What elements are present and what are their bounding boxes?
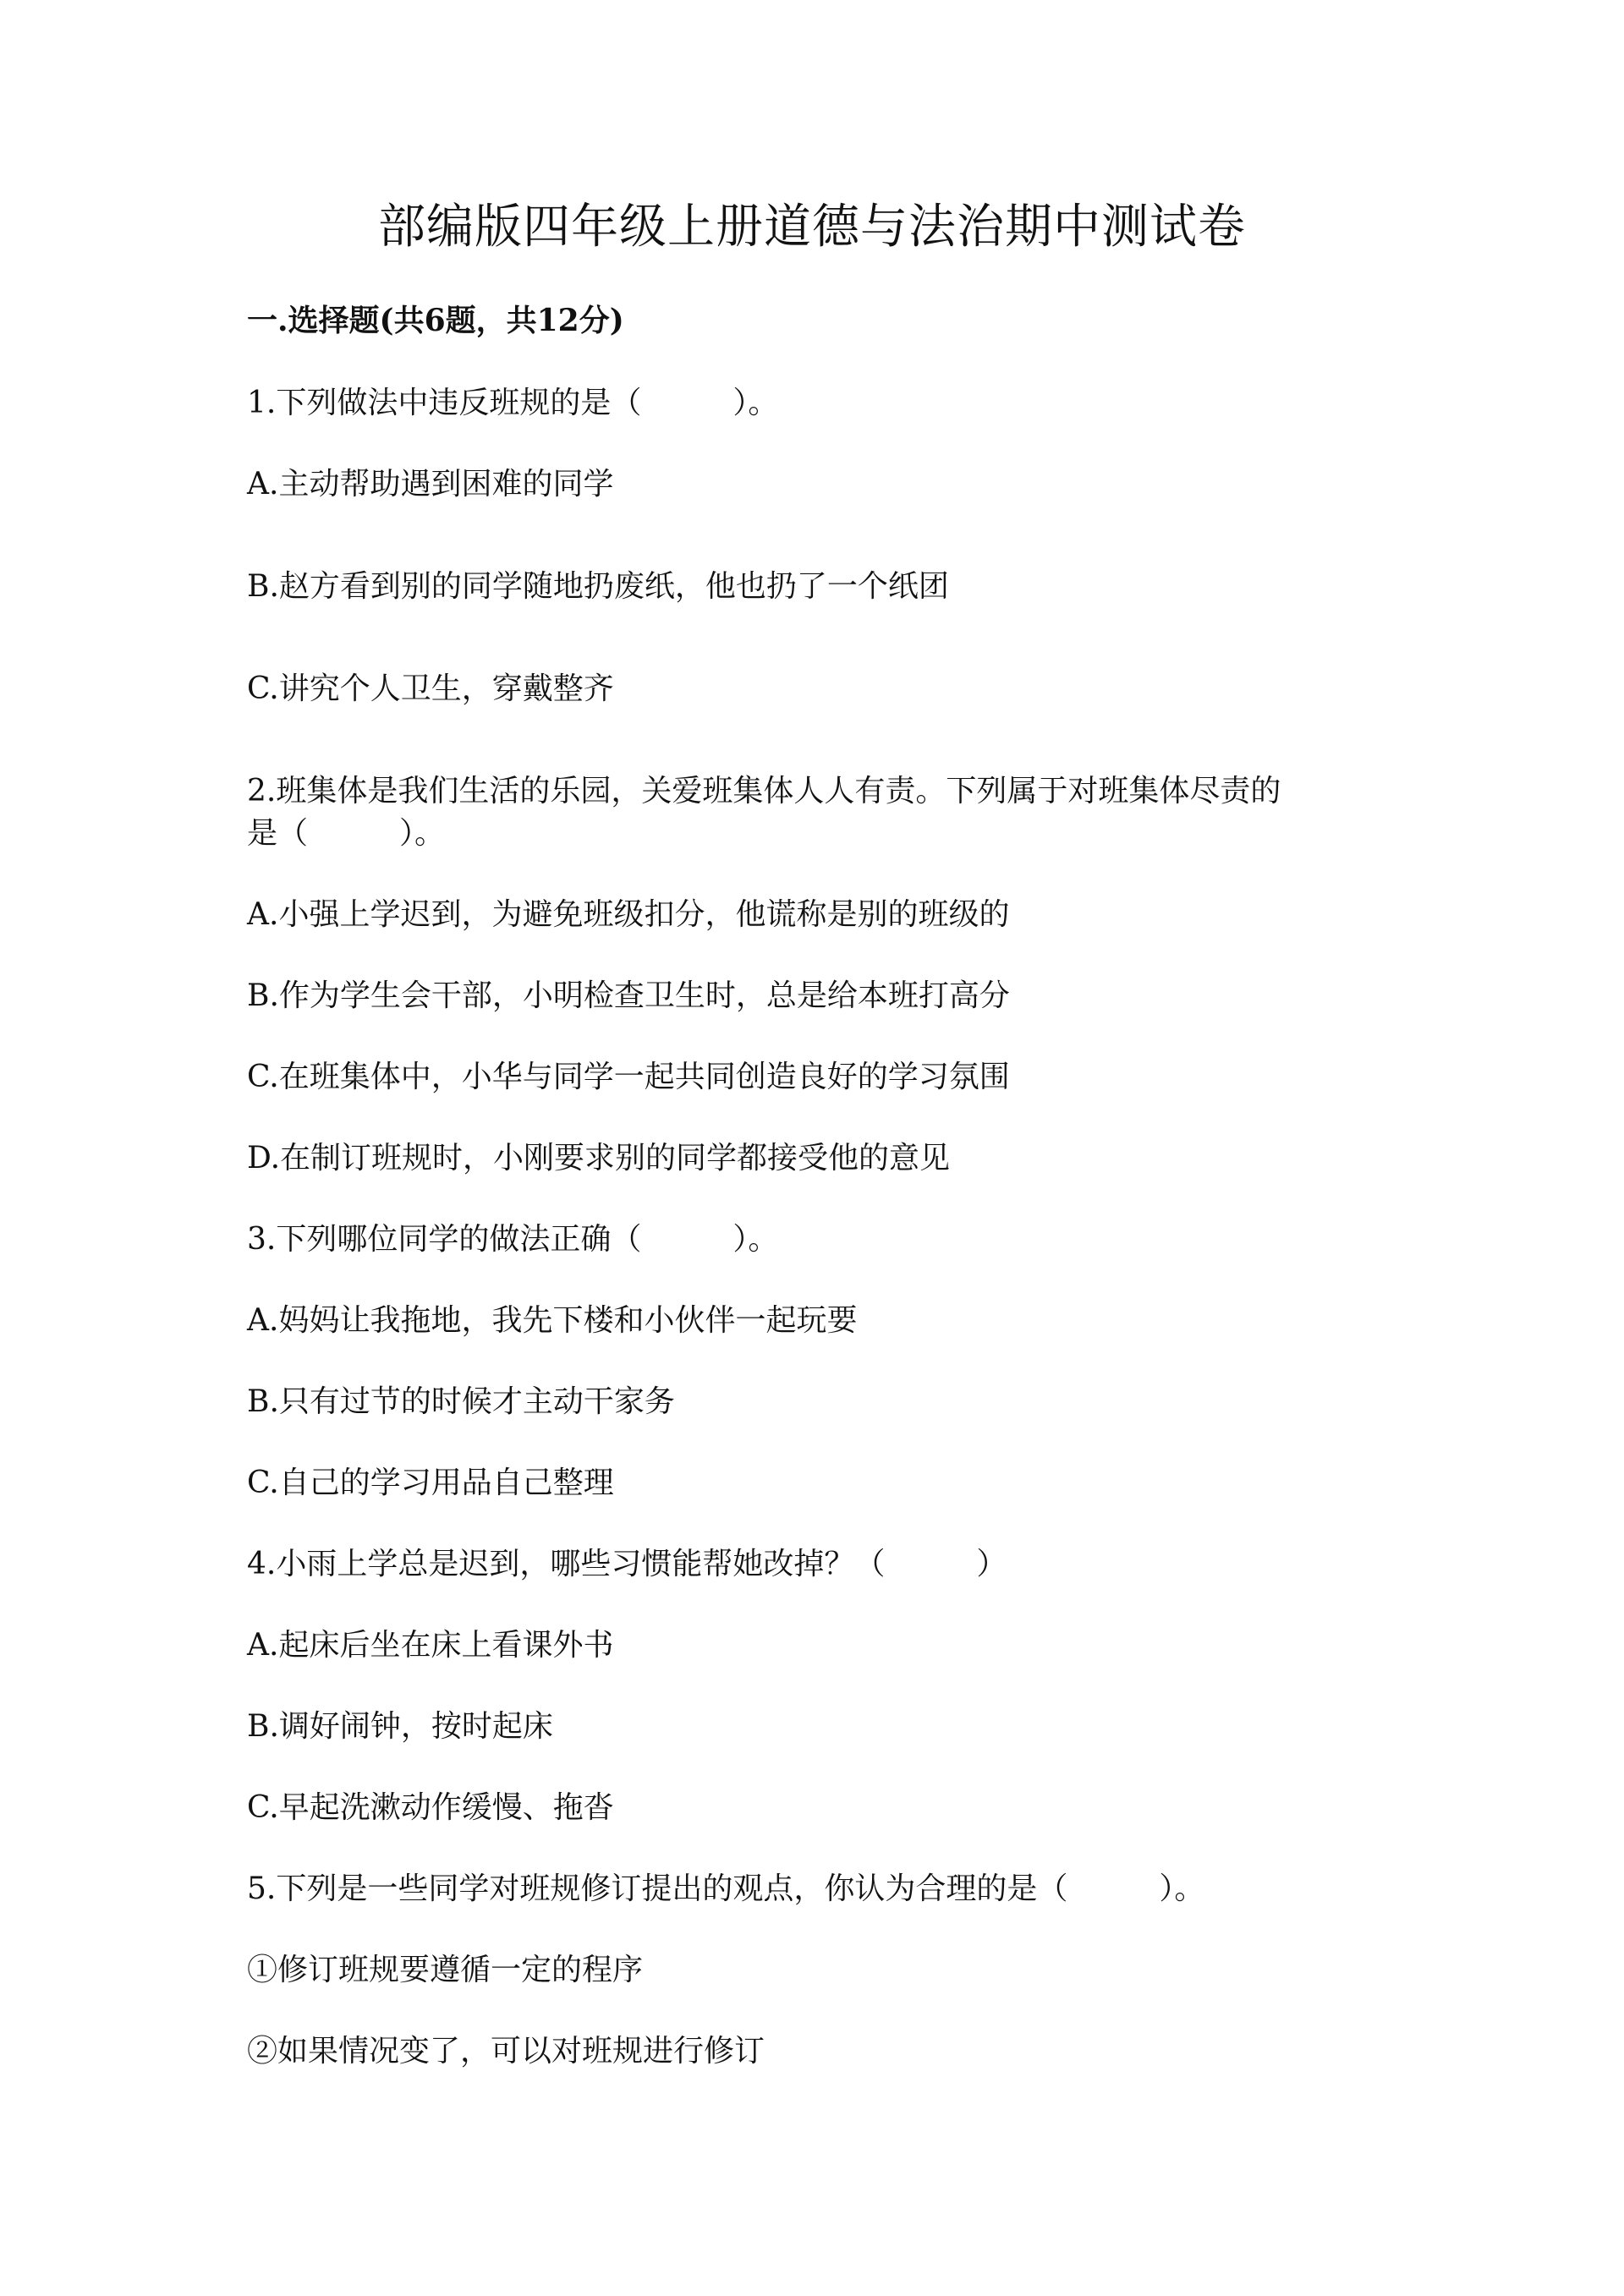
- question-4-option-a: A.起床后坐在床上看课外书: [247, 1628, 614, 1663]
- question-2-stem-line-2: 是（ ）。: [247, 816, 446, 851]
- question-3-stem: 3.下列哪位同学的做法正确（ ）。: [247, 1222, 779, 1257]
- question-3-option-b: B.只有过节的时候才主动干家务: [247, 1384, 675, 1419]
- question-2-option-a: A.小强上学迟到，为避免班级扣分，他谎称是别的班级的: [247, 897, 1010, 932]
- question-2-option-c: C.在班集体中，小华与同学一起共同创造良好的学习氛围: [247, 1060, 1010, 1094]
- question-2-option-d: D.在制订班规时，小刚要求别的同学都接受他的意见: [247, 1141, 951, 1175]
- question-1-option-a: A.主动帮助遇到困难的同学: [247, 467, 614, 501]
- question-5-stem: 5.下列是一些同学对班规修订提出的观点，你认为合理的是（ ）。: [247, 1871, 1205, 1906]
- question-3-option-c: C.自己的学习用品自己整理: [247, 1466, 614, 1500]
- question-1-option-b: B.赵方看到别的同学随地扔废纸，他也扔了一个纸团: [247, 569, 949, 604]
- question-2-option-b: B.作为学生会干部，小明检查卫生时，总是给本班打高分: [247, 978, 1010, 1013]
- question-1-stem: 1.下列做法中违反班规的是（ ）。: [247, 386, 779, 420]
- question-5-statement-2: ②如果情况变了，可以对班规进行修订: [247, 2034, 765, 2069]
- question-2-stem-line-1: 2.班集体是我们生活的乐园，关爱班集体人人有责。下列属于对班集体尽责的: [247, 774, 1281, 808]
- question-3-option-a: A.妈妈让我拖地，我先下楼和小伙伴一起玩要: [247, 1303, 858, 1338]
- question-4-option-c: C.早起洗漱动作缓慢、拖沓: [247, 1790, 614, 1825]
- question-5-statement-1: ①修订班规要遵循一定的程序: [247, 1953, 644, 1987]
- document-title: 部编版四年级上册道德与法治期中测试卷: [378, 200, 1246, 255]
- question-4-stem: 4.小雨上学总是迟到，哪些习惯能帮她改掉？（ ）: [247, 1547, 1007, 1581]
- question-4-option-b: B.调好闹钟，按时起床: [247, 1709, 553, 1744]
- question-1-option-c: C.讲究个人卫生，穿戴整齐: [247, 671, 614, 706]
- section-heading: 一.选择题(共6题，共12分): [247, 303, 624, 338]
